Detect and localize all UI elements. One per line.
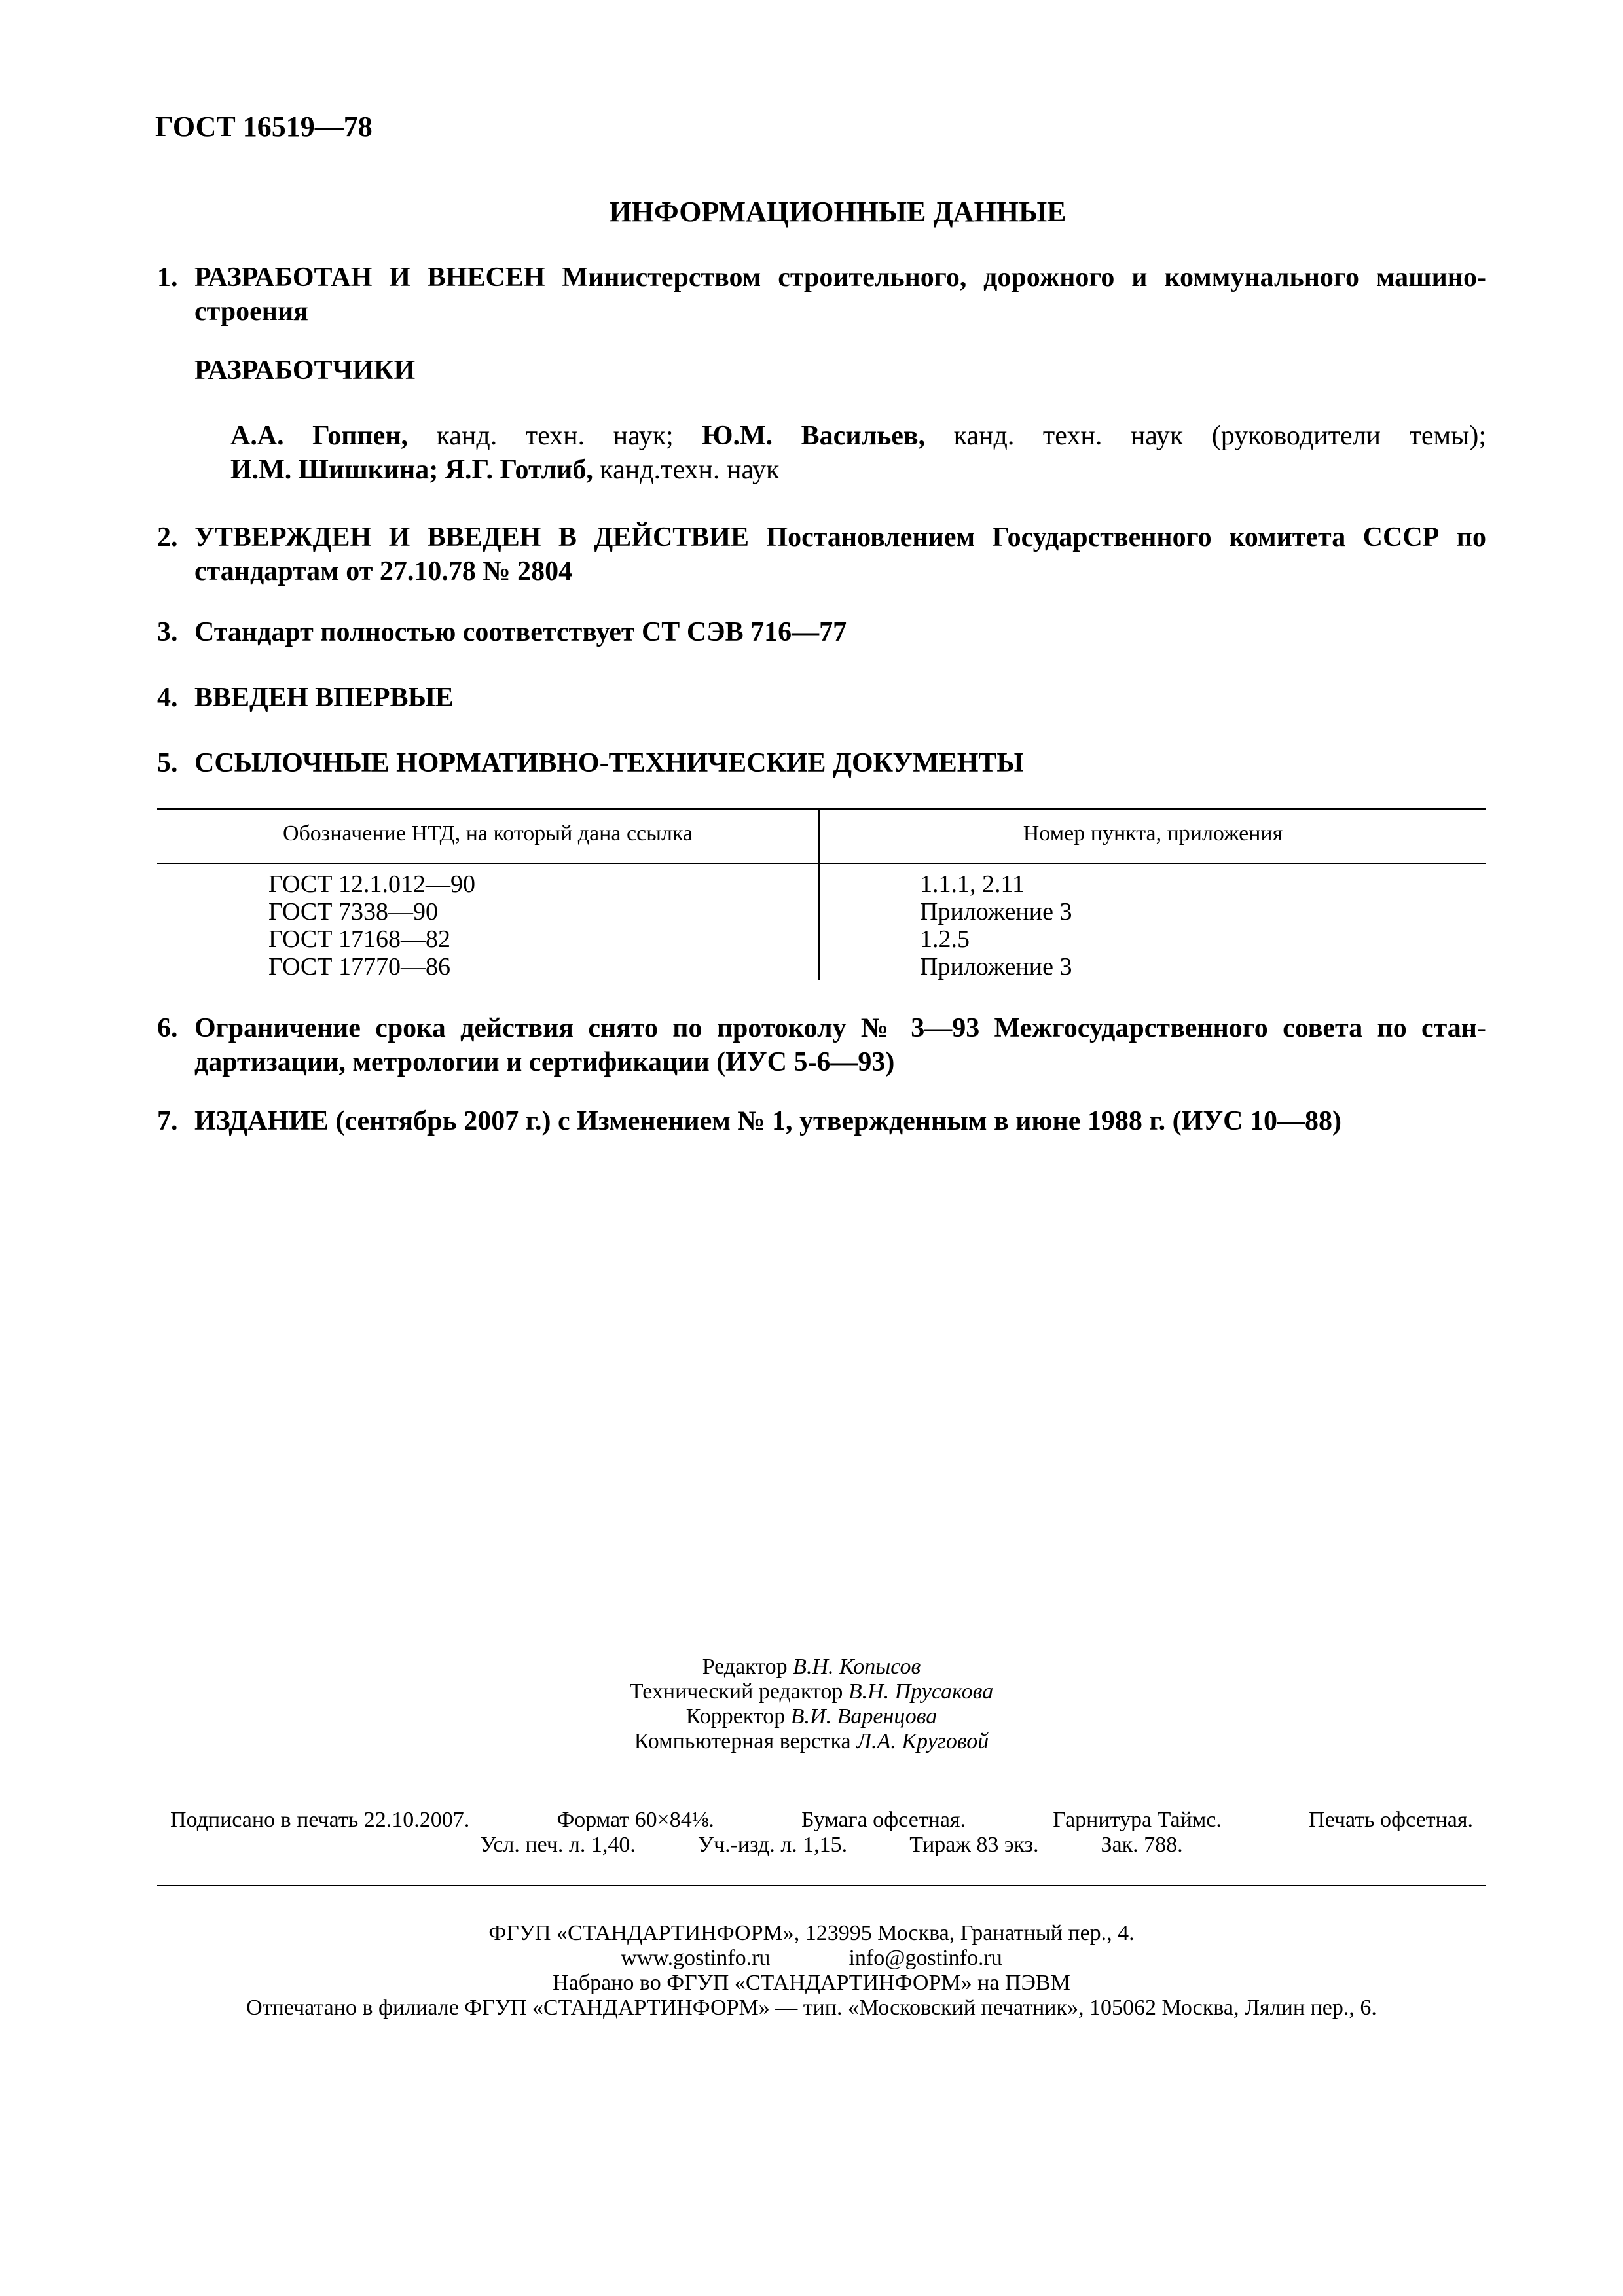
developers-list	[230, 419, 1486, 487]
staff-row	[0, 1704, 1623, 1729]
item-number: 1.	[157, 262, 178, 293]
print-info-field: Бумага офсетная.	[801, 1808, 966, 1832]
editorial-staff	[0, 1655, 1623, 1754]
item-text	[194, 260, 1486, 329]
info-item-2	[157, 520, 1486, 588]
table-column-clauses	[920, 870, 1072, 980]
table-top-rule	[157, 808, 1486, 810]
staff-name: В.Н. Копысов	[793, 1655, 921, 1679]
developers-heading: РАЗРАБОТЧИКИ	[194, 355, 416, 386]
developers-line-2	[230, 455, 779, 485]
publisher-contacts	[0, 1946, 1623, 1971]
table-cell-document: ГОСТ 7338—90	[268, 898, 438, 925]
typeset-note: Набрано во ФГУП «СТАНДАРТИНФОРМ» на ПЭВМ	[553, 1971, 1070, 1995]
item-text: ВВЕДЕН ВПЕРВЫЕ	[194, 683, 454, 713]
item-number: 4.	[157, 683, 178, 713]
item-number: 2.	[157, 522, 178, 552]
table-cell-clause: Приложение 3	[920, 898, 1072, 925]
print-info-field: Зак. 788.	[1101, 1833, 1183, 1857]
staff-row	[0, 1679, 1623, 1704]
item-text: ИЗДАНИЕ (сентябрь 2007 г.) с Изменением № 1, утвержденным в июне 1988 г. (ИУС 10—88)	[194, 1106, 1341, 1136]
item-rest: Постановлением Государственного комитета СССР по стандартам от 27.10.78 № 2804	[194, 522, 1486, 586]
table-cell-clause: 1.1.1, 2.11	[920, 870, 1025, 898]
print-info-field: Тираж 83 экз.	[909, 1833, 1039, 1857]
developer-title: канд.техн. наук	[593, 455, 780, 485]
item-number: 3.	[157, 617, 178, 647]
references-table	[157, 808, 1486, 982]
staff-role: Компьютерная верстка	[634, 1729, 857, 1753]
print-info-row-1	[170, 1808, 1473, 1833]
staff-role: Корректор	[685, 1704, 791, 1729]
staff-row	[0, 1729, 1623, 1754]
table-column-documents	[268, 870, 475, 980]
print-info-field: Подписано в печать 22.10.2007.	[170, 1808, 470, 1832]
staff-name: В.Н. Прусакова	[848, 1679, 994, 1704]
item-number: 6.	[157, 1013, 178, 1043]
developer-name: Ю.М. Васильев,	[702, 421, 926, 451]
document-code: ГОСТ 16519—78	[155, 111, 373, 143]
print-info-field: Формат 60×84⅛.	[556, 1808, 714, 1832]
developer-name: А.А. Гоппен,	[230, 421, 408, 451]
table-cell-document: ГОСТ 17168—82	[268, 925, 450, 953]
developers-line-1	[230, 419, 1486, 453]
page-heading	[0, 195, 1623, 228]
table-cell-document: ГОСТ 17770—86	[268, 953, 450, 980]
print-info-field: Гарнитура Таймс.	[1053, 1808, 1222, 1832]
item-text: Ограничение срока действия снято по протоколу № 3—93 Межгосударственного совета по стан-дартизации, метрологии и сертификации (ИУС 5-6—93)	[194, 1013, 1486, 1077]
table-cell-clause: 1.2.5	[920, 925, 970, 953]
item-number: 7.	[157, 1106, 178, 1136]
imprint-divider	[157, 1885, 1486, 1886]
item-text	[194, 520, 1486, 588]
item-text: ССЫЛОЧНЫЕ НОРМАТИВНО-ТЕХНИЧЕСКИЕ ДОКУМЕНТЫ	[194, 748, 1024, 778]
staff-row	[0, 1655, 1623, 1679]
publisher-address: ФГУП «СТАНДАРТИНФОРМ», 123995 Москва, Гранатный пер., 4.	[488, 1921, 1135, 1945]
developer-title: канд. техн. наук (руководители темы);	[925, 421, 1486, 451]
item-text: Стандарт полностью соответствует СТ СЭВ 716—77	[194, 617, 847, 647]
table-cell-document: ГОСТ 12.1.012—90	[268, 870, 475, 898]
staff-role: Технический редактор	[629, 1679, 848, 1704]
print-info	[170, 1808, 1473, 1857]
print-info-row-2	[190, 1833, 1473, 1857]
page-heading-text: ИНФОРМАЦИОННЫЕ ДАННЫЕ	[609, 196, 1067, 228]
info-item-3	[157, 615, 1486, 649]
print-info-field: Уч.-изд. л. 1,15.	[697, 1833, 848, 1857]
info-item-6	[157, 1011, 1486, 1079]
publisher-email-link[interactable]: info@gostinfo.ru	[848, 1946, 1002, 1970]
printing-note: Отпечатано в филиале ФГУП «СТАНДАРТИНФОРМ» — тип. «Московский печатник», 105062 Москва, Лялин пер., 6.	[246, 1996, 1377, 2020]
staff-name: В.И. Варенцова	[790, 1704, 938, 1729]
info-item-1	[157, 260, 1486, 329]
item-lead: РАЗРАБОТАН И ВНЕСЕН	[194, 262, 545, 293]
publisher-block	[0, 1921, 1623, 2020]
developer-title: канд. техн. наук;	[407, 421, 702, 451]
info-item-5	[157, 746, 1486, 780]
info-item-4	[157, 681, 1486, 715]
item-rest: Министерством строительного, дорожного и коммунального машино-строения	[194, 262, 1486, 327]
print-info-field: Печать офсетная.	[1309, 1808, 1473, 1832]
info-item-7	[157, 1104, 1486, 1138]
developer-name: И.М. Шишкина; Я.Г. Готлиб,	[230, 455, 593, 485]
print-info-field: Усл. печ. л. 1,40.	[480, 1833, 636, 1857]
table-cell-clause: Приложение 3	[920, 953, 1072, 980]
staff-name: Л.А. Круговой	[856, 1729, 989, 1753]
table-header-document: Обозначение НТД, на который дана ссылка	[282, 821, 693, 846]
staff-role: Редактор	[702, 1655, 793, 1679]
item-number: 5.	[157, 748, 178, 778]
table-header-rule	[157, 863, 1486, 864]
item-lead: УТВЕРЖДЕН И ВВЕДЕН В ДЕЙСТВИЕ	[194, 522, 749, 552]
table-header-clause: Номер пункта, приложения	[1023, 821, 1283, 846]
publisher-website-link[interactable]: www.gostinfo.ru	[621, 1946, 771, 1970]
